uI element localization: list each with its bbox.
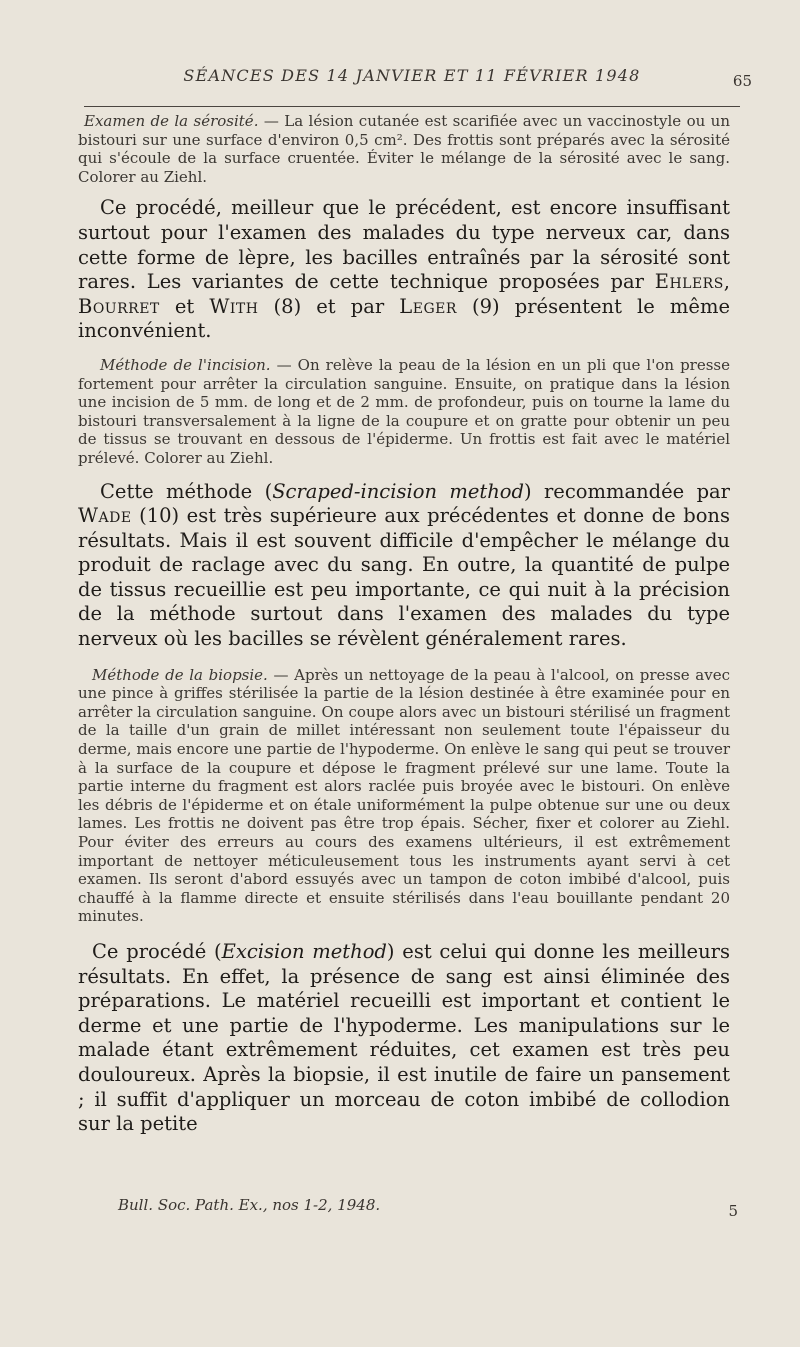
paragraph-text: Ce procédé ( <box>92 939 222 963</box>
paragraph-text: (8) et par <box>258 294 400 318</box>
paragraph-text: — On relève la peau de la lésion en un pli que l'on presse fortement pour arrêter la circulation sanguine. Ensuite, on pratique dans la lésion une incision de 5 mm. de long et de 2 mm. de profondeur, puis on tourne la lame du bistouri transversalement à la ligne de la coupure et on gratte pour obtenir un peu de tissus se trouvant en dessous de l'épiderme. Un frottis est fait avec le matériel prélevé. Colorer au Ziehl. <box>78 355 730 467</box>
paragraph-scraped-incision <box>78 480 730 652</box>
author-name: Wade <box>78 504 132 528</box>
paragraph-text: Ce procédé, meilleur que le précédent, est encore insuffisant surtout pour l'examen des malades du type nerveux car, dans cette forme de lèpre, les bacilles entraînés par la sérosité sont rares. Les variantes de cette technique proposées par <box>78 196 730 294</box>
author-name: Bourret <box>78 294 160 318</box>
paragraph-text: (10) est très supérieure aux précédentes et donne de bons résultats. Mais il est souvent difficile d'empêcher le mélange du produit de raclage avec du sang. En outre, la quantité de pulpe de tissus recueillie est peu importante, ce qui nuit à la précision de la méthode surtout dans l'examen des malades du type nerveux où les bacilles se révèlent généralement rares. <box>78 504 730 651</box>
signature-mark: 5 <box>728 1202 738 1220</box>
running-head: SÉANCES DES 14 JANVIER ET 11 FÉVRIER 1948 <box>183 66 641 85</box>
section-lead-incision: Méthode de l'incision. <box>100 355 271 374</box>
journal-citation: Bull. Soc. Path. Ex., nos 1-2, 1948. <box>118 1196 381 1214</box>
method-name: Scraped-incision method <box>272 479 525 503</box>
paragraph-text: (9) présentent le même inconvénient. <box>78 294 730 343</box>
paragraph-text: ) recommandée par <box>524 479 731 503</box>
author-name: With <box>209 294 259 318</box>
body-text <box>78 112 730 1137</box>
section-lead-biopsie: Méthode de la biopsie. <box>92 665 268 684</box>
paragraph-excision <box>78 940 730 1137</box>
paragraph-text: , <box>723 270 730 294</box>
method-name: Excision method <box>221 939 387 963</box>
author-name: Ehlers <box>654 270 724 294</box>
paragraph-text: ) est celui qui donne les meilleurs résultats. En effet, la présence de sang est ainsi éliminée des préparations. Le matériel recueilli est important et contient le derme et une partie de l'hypoderme. Les manipulations sur le malade étant extrêmement réduites, cet examen est très peu douloureux. Après la biopsie, il est inutile de faire un pansement ; il suffit d'appliquer un morceau de coton imbibé de collodion sur la petite <box>78 939 730 1136</box>
page-number: 65 <box>732 72 752 90</box>
paragraph-incision <box>78 356 730 468</box>
author-name: Leger <box>399 294 457 318</box>
page-header <box>84 66 752 107</box>
paragraph-biopsie <box>78 666 730 926</box>
paragraph-procede-serosite <box>78 196 730 344</box>
paragraph-text: et <box>159 294 210 318</box>
paragraph-text: — Après un nettoyage de la peau à l'alcool, on presse avec une pince à griffes stérilisée la partie de la lésion destinée à être examinée pour en arrêter la circulation sanguine. On coupe alors avec un bistouri stérilisé un fragment de la taille d'un grain de millet intéressant non seulement toute l'épaisseur du derme, mais encore une partie de l'hypoderme. On enlève le sang qui peut se trouver à la surface de la coupure et dépose le fragment prélevé sur une lame. Toute la partie interne du fragment est alors raclée puis broyée avec le bistouri. On enlève les débris de l'épiderme et on étale uniformément la pulpe obtenue sur une ou deux lames. Les frottis ne doivent pas être trop épais. Sécher, fixer et colorer au Ziehl. Pour éviter des erreurs au cours des examens ultérieurs, il est extrêmement important de nettoyer méticuleusement tous les instruments ayant servi à cet examen. Ils seront d'abord essuyés avec un tampon de coton imbibé d'alcool, puis chauffé à la flamme directe et ensuite stérilisés dans l'eau bouillante pendant 20 minutes. <box>78 665 730 926</box>
page-footer <box>118 1196 738 1220</box>
paragraph-text: Cette méthode ( <box>100 479 273 503</box>
paragraph-text: — La lésion cutanée est scarifiée avec un vaccinostyle ou un bistouri sur une surface d'environ 0,5 cm². Des frottis sont préparés avec la sérosité qui s'écoule de la surface cruentée. Éviter le mélange de la sérosité avec le sang. Colorer au Ziehl. <box>78 112 730 186</box>
section-lead-serosite: Examen de la sérosité. <box>84 112 259 130</box>
paragraph-serosite <box>78 112 730 186</box>
